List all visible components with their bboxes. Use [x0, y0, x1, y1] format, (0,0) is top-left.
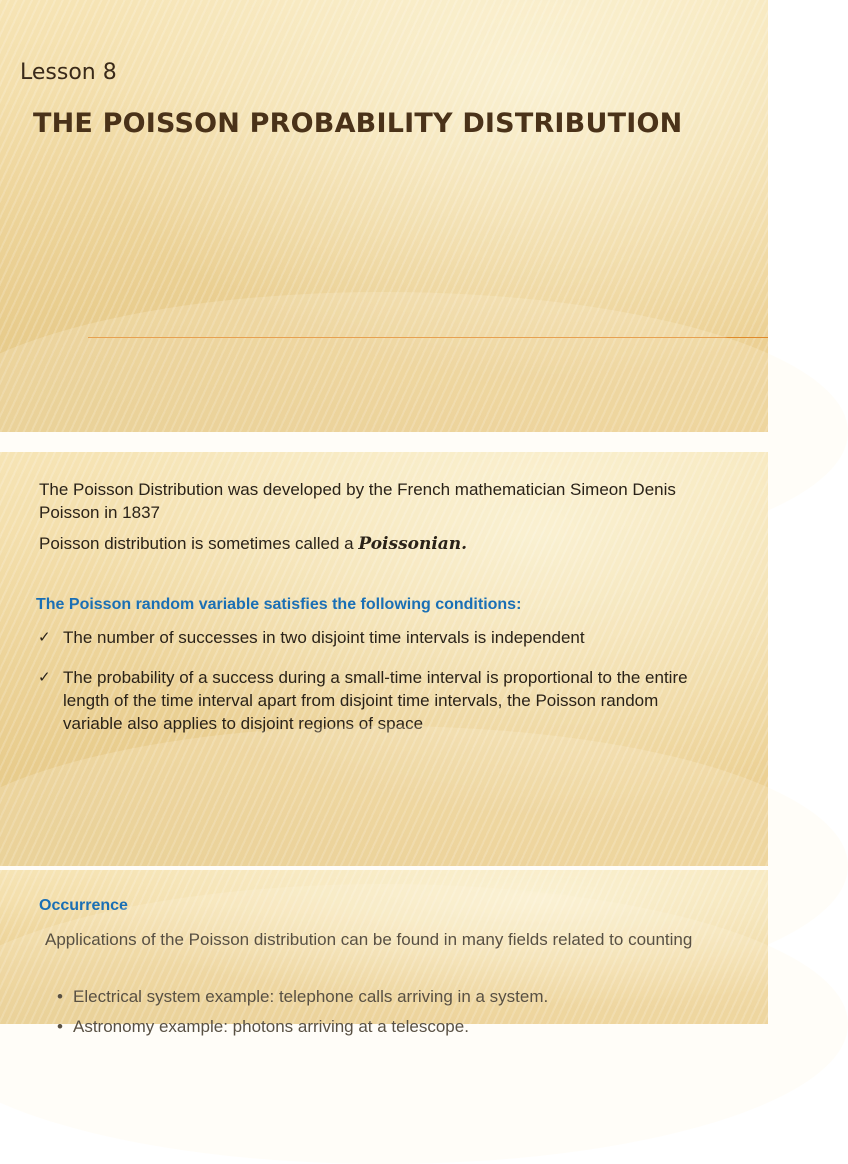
example-item	[57, 985, 737, 1008]
condition-item	[38, 666, 718, 735]
example-text: Electrical system example: telephone calls arriving in a system.	[73, 987, 549, 1006]
poissonian-prefix: Poisson distribution is sometimes called a	[39, 534, 359, 553]
example-item	[57, 1015, 737, 1038]
occurrence-slide	[0, 870, 768, 1036]
conditions-list	[38, 626, 718, 752]
occurrence-examples-list	[57, 985, 737, 1045]
conditions-slide	[0, 452, 768, 866]
lesson-label: Lesson 8	[20, 60, 117, 85]
condition-text: The probability of a success during a small-time interval is proportional to the entire length of the time interval apart from disjoint time intervals, the Poisson random variable also applies to disjoint regions of space	[63, 668, 688, 733]
bullet-icon: •	[57, 987, 63, 1006]
intro-paragraph: The Poisson Distribution was developed by the French mathematician Simeon Denis Poisson in 1837	[39, 480, 676, 522]
bullet-icon: •	[57, 1017, 63, 1036]
title-divider	[88, 337, 768, 338]
checkmark-icon: ✓	[38, 628, 51, 646]
title-slide	[0, 0, 768, 432]
poissonian-paragraph	[39, 532, 739, 556]
example-text: Astronomy example: photons arriving at a telescope.	[73, 1017, 469, 1036]
checkmark-icon: ✓	[38, 668, 51, 686]
slide-title: THE POISSON PROBABILITY DISTRIBUTION	[33, 108, 683, 139]
condition-item	[38, 626, 718, 649]
conditions-heading: The Poisson random variable satisfies the following conditions:	[36, 596, 522, 613]
occurrence-heading: Occurrence	[39, 897, 128, 914]
poissonian-term: Poissonian.	[358, 534, 468, 554]
occurrence-intro: Applications of the Poisson distribution can be found in many fields related to counting	[45, 930, 693, 949]
condition-text: The number of successes in two disjoint time intervals is independent	[63, 628, 585, 647]
